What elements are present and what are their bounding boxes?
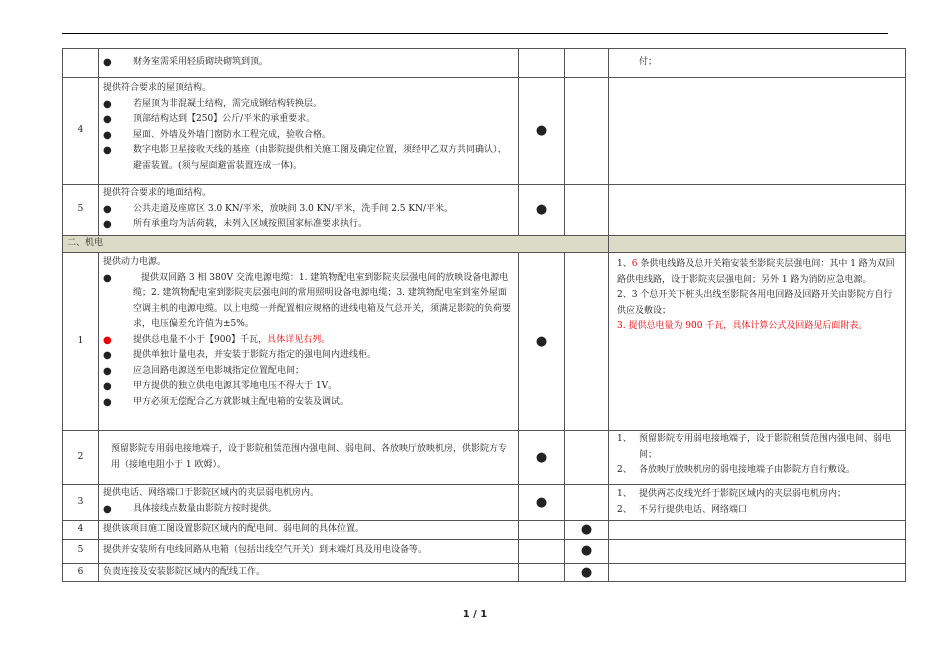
party-b-cell (565, 253, 609, 431)
row-number: 3 (63, 485, 99, 521)
table-row (63, 431, 906, 485)
row-number: 4 (63, 78, 99, 185)
requirements-table (62, 48, 906, 582)
table-row (63, 521, 906, 540)
content-cell: ● 财务室需采用轻质砌块砌筑到顶。 (99, 49, 519, 78)
content-cell: 提供电话、网络端口于影院区域内的夹层弱电机房内。 ● 具体接线点数量由影院方按时提供。 (99, 485, 519, 521)
bullet-icon: ● (103, 219, 112, 230)
content-cell: 提供该项目施工图设置影院区域内的配电间、弱电间的具体位置。 (99, 521, 519, 540)
content-cell: 提供并安装所有电线回路从电箱（包括出线空气开关）到末端灯具及用电设备等。 (99, 539, 519, 563)
table-row (63, 78, 906, 185)
party-a-mark: ● (519, 253, 565, 431)
table-row (63, 485, 906, 521)
table-row (63, 253, 906, 431)
row-number-cell (63, 49, 99, 78)
bullet-icon: ● (103, 503, 112, 515)
party-a-cell (519, 563, 565, 582)
remark-cell (609, 185, 906, 236)
bullet-icon: ● (103, 350, 112, 361)
party-b-cell (565, 49, 609, 78)
row-number: 4 (63, 521, 99, 540)
bullet-icon: ● (103, 365, 112, 377)
row-number: 5 (63, 539, 99, 563)
bullet-icon: ● (103, 57, 112, 68)
party-b-mark: ● (565, 563, 609, 582)
section-remark-cell (609, 236, 906, 253)
content-cell: 提供符合要求的屋顶结构。 ● 若屋顶为非混凝土结构，需完成钢结构转换层。 ● 顶部结构达到【250】公斤/平米的承重要求。 ● 屋面、外墙及外墙门窗防水工程完成，验收合格。 ● 数字电影卫星接收天线的基座（由影院提供相关施工图及确定位置，须经甲乙双方共同确认）、避雷装置。(须与屋面避雷装置连成一体)。 (99, 78, 519, 185)
page-number: 1 / 1 (462, 609, 488, 620)
remark-cell (609, 539, 906, 563)
section-title: 二、机电 (63, 236, 609, 253)
table-row (63, 539, 906, 563)
header-rule (62, 33, 888, 34)
party-a-cell (519, 539, 565, 563)
row-title: 提供动力电源。 (103, 257, 167, 267)
table-row (63, 185, 906, 236)
content-cell: 提供动力电源。 ● 提供双回路 3 相 380V 交流电源电缆：1. 建筑物配电室到影院夹层强电间的放映设备电源电缆；2. 建筑物配电室到影院夹层强电间的常用照明设备电源电缆；3. 建筑物配电室到室外屋面空调主机的电源电缆。以上电缆一并配置相应规格的进线电箱及气总开关，须满足影院的负荷要求，电压偏差允许值为±5%。 ● 提供总电量不小于【900】千瓦，具体详见右列。 ● 提供单独计量电表，并安装于影院方指定的强电间内进线柜。 ● 应急回路电源送至电影城指定位置配电间； ● 甲方提供的独立供电电源其零地电压不得大于 1V。 ● 甲方必须无偿配合乙方就影城主配电箱的安装及调试。 (99, 253, 519, 431)
content-cell: 提供符合要求的地面结构。 ● 公共走道及座席区 3.0 KN/平米，放映间 3.0 KN/平米，洗手间 2.5 KN/平米。 ● 所有承重均为活荷载，未列入区域按照国家标准要求执行。 (99, 185, 519, 236)
party-a-cell (519, 521, 565, 540)
row-number: 2 (63, 431, 99, 485)
party-b-mark: ● (565, 539, 609, 563)
content-cell: 负责连接及安装影院区域内的配线工作。 (99, 563, 519, 582)
party-a-mark: ● (519, 485, 565, 521)
party-b-cell (565, 185, 609, 236)
party-b-mark: ● (565, 521, 609, 540)
bullet-icon: ● (103, 381, 112, 392)
bullet-icon: ● (103, 145, 112, 156)
party-b-cell (565, 78, 609, 185)
remark-cell: 1、 提供两芯皮线光纤于影院区域内的夹层弱电机房内； 2、 不另行提供电话、网络端口 (609, 485, 906, 521)
table-row (63, 49, 906, 78)
bullet-icon: ● (103, 396, 112, 408)
party-b-cell (565, 431, 609, 485)
remark-cell (609, 563, 906, 582)
row-title: 提供符合要求的屋顶结构。 (103, 83, 212, 93)
party-a-mark: ● (519, 431, 565, 485)
remark-cell: 1、 预留影院专用弱电接地端子，设于影院租赁范围内强电间、弱电间； 2、 各放映厅放映机房的弱电接地端子由影院方自行敷设。 (609, 431, 906, 485)
table-row (63, 563, 906, 582)
party-a-mark: ● (519, 185, 565, 236)
red-bullet-icon: ● (103, 334, 112, 346)
bullet-icon: ● (103, 98, 112, 110)
content-cell: 预留影院专用弱电接地端子，设于影院租赁范围内强电间、弱电间、各放映厅放映机房，供影院方专用（接地电阻小于 1 欧姆）。 (99, 431, 519, 485)
bullet-icon: ● (103, 272, 112, 284)
remark-cell: 1、6 条供电线路及总开关箱安装至影院夹层强电间：其中 1 路为双回路供电线路，设于影院夹层强电间；另外 1 路为消防应急电源。 2、3 个总开关下桩头出线至影院各用电回路及回路开关由影院方自行供应及敷设； 3. 提供总电量为 900 千瓦，具体计算公式及回路见后面附表。 (609, 253, 906, 431)
remark-cell: 付； (609, 49, 906, 78)
remark-cell (609, 78, 906, 185)
party-b-cell (565, 485, 609, 521)
party-a-mark: ● (519, 78, 565, 185)
bullet-icon: ● (103, 129, 112, 141)
remark-cell (609, 521, 906, 540)
bullet-icon: ● (103, 203, 112, 215)
bullet-icon: ● (103, 114, 112, 125)
row-title: 提供符合要求的地面结构。 (103, 188, 212, 198)
row-number: 1 (63, 253, 99, 431)
section-row (63, 236, 906, 253)
party-a-cell (519, 49, 565, 78)
row-number: 5 (63, 185, 99, 236)
row-title: 提供电话、网络端口于影院区域内的夹层弱电机房内。 (103, 488, 320, 498)
row-number: 6 (63, 563, 99, 582)
